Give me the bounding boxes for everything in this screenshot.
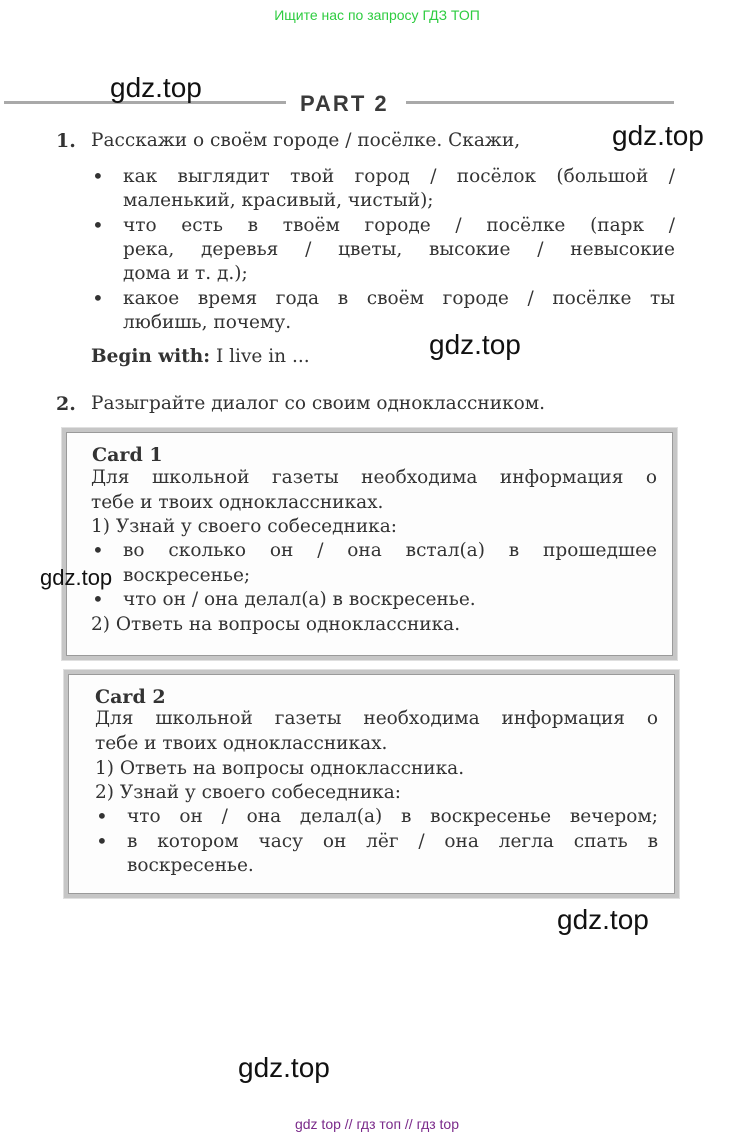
task-1-bullet-3-line-1: какое время года в своём городе / посёлке ты <box>123 288 675 309</box>
card-1-title: Card 1 <box>92 444 163 466</box>
task-2-intro: Разыграйте диалог со своим одноклассником. <box>91 393 546 414</box>
watermark: gdz.top <box>238 1052 330 1083</box>
watermark: gdz.top <box>557 904 649 935</box>
bullet-marker: • <box>96 829 108 853</box>
watermark: gdz.top <box>40 565 113 590</box>
card-2-line-4: 2) Узнай у своего собеседника: <box>95 782 402 803</box>
task-1-bullet-2-line-2: река, деревья / цветы, высокие / невысокие <box>123 239 675 260</box>
bullet-marker: • <box>92 587 104 611</box>
card-1-line-1: Для школьной газеты необходима информация о <box>91 467 657 488</box>
card-2-line-7: воскресенье. <box>127 855 254 876</box>
task-1-bullet-2-line-1: что есть в твоём городе / посёлке (парк / <box>123 215 675 236</box>
footer-links[interactable]: gdz top // гдз топ // гдз top <box>294 1116 460 1132</box>
card-2-line-5: что он / она делал(а) в воскресенье вечером; <box>127 806 658 827</box>
card-1-line-3: 1) Узнай у своего собеседника: <box>91 516 398 537</box>
task-1-bullet-1-line-1: как выглядит твой город / посёлок (большой / <box>123 166 675 187</box>
card-1-line-6: что он / она делал(а) в воскресенье. <box>123 589 476 610</box>
card-2-line-6: в котором часу он лёг / она легла спать в <box>127 831 658 852</box>
begin-with-text: I live in ... <box>215 346 310 367</box>
task-2-number: 2. <box>56 393 76 415</box>
part-title: PART 2 <box>300 91 389 116</box>
bullet-marker: • <box>92 538 104 562</box>
card-1-line-4: во сколько он / она встал(а) в прошедшее <box>123 540 657 561</box>
card-2-line-3: 1) Ответь на вопросы одноклассника. <box>95 758 465 779</box>
card-1-line-5: воскресенье; <box>123 565 251 586</box>
card-2-title: Card 2 <box>95 686 166 708</box>
bullet-marker: • <box>92 286 104 310</box>
task-1-intro: Расскажи о своём городе / посёлке. Скажи, <box>91 130 521 151</box>
begin-with-line <box>91 346 310 367</box>
card-1-line-2: тебе и твоих одноклассниках. <box>91 492 384 513</box>
bullet-marker: • <box>92 164 104 188</box>
task-1-bullet-1-line-2: маленький, красивый, чистый); <box>123 190 434 211</box>
watermark: gdz.top <box>110 72 202 103</box>
watermark: gdz.top <box>429 329 521 360</box>
watermark: gdz.top <box>612 120 704 151</box>
card-2-line-2: тебе и твоих одноклассниках. <box>95 733 388 754</box>
begin-with-label: Begin with: <box>91 346 211 367</box>
part-rule-right <box>406 101 674 104</box>
bullet-marker: • <box>96 804 108 828</box>
card-2-line-1: Для школьной газеты необходима информация о <box>95 708 658 729</box>
task-1-bullet-2-line-3: дома и т. д.); <box>123 263 248 284</box>
task-1-number: 1. <box>56 130 76 152</box>
card-1-line-7: 2) Ответь на вопросы одноклассника. <box>91 614 461 635</box>
bullet-marker: • <box>92 213 104 237</box>
task-1-bullet-3-line-2: любишь, почему. <box>123 312 292 333</box>
search-hint-link[interactable]: Ищите нас по запросу ГДЗ ТОП <box>274 7 480 23</box>
